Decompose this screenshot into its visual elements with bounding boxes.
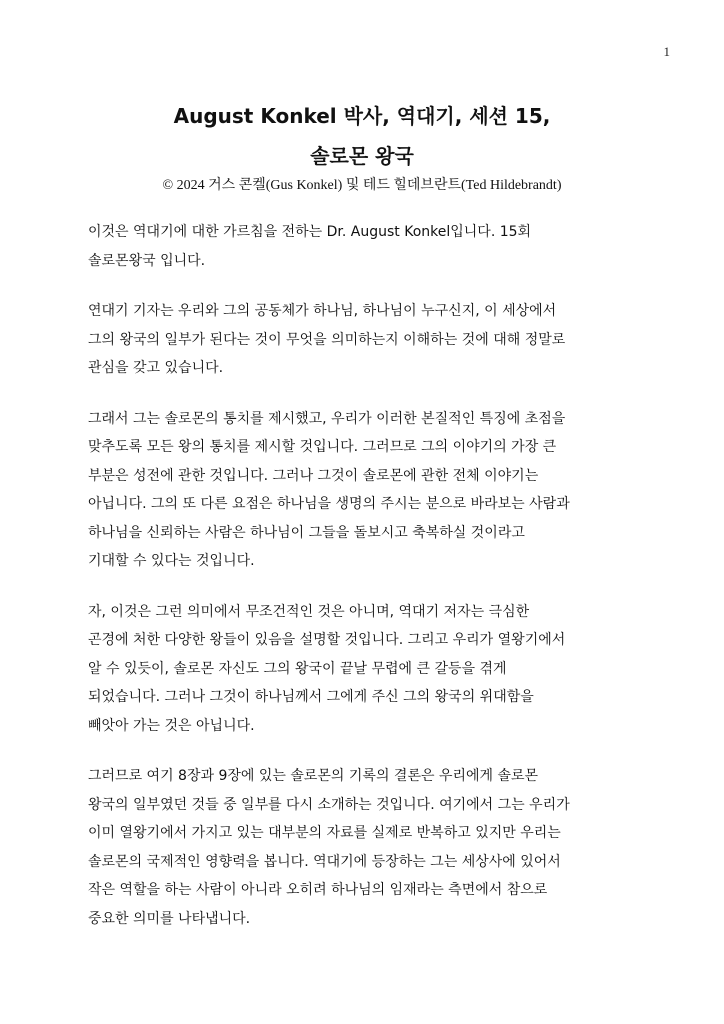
text-line: 알 수 있듯이, 솔로몬 자신도 그의 왕국이 끝날 무렵에 큰 갈등을 겪게 <box>88 660 507 677</box>
text-line: 이미 열왕기에서 가지고 있는 대부분의 자료를 실제로 반복하고 있지만 우리는 <box>88 825 561 841</box>
text-line: 그래서 그는 솔로몬의 통치를 제시했고, 우리가 이러한 본질적인 특징에 초점을 <box>88 410 566 427</box>
text-line: 연대기 기자는 우리와 그의 공동체가 하나님, 하나님이 누구신지, 이 세상에서 <box>88 303 557 319</box>
text-line: 이것은 역대기에 대한 가르침을 전하는 Dr. August Konkel입니다. 15회 <box>88 224 532 240</box>
text-line: 그의 왕국의 일부가 된다는 것이 무엇을 의미하는지 이해하는 것에 대해 정말로 <box>88 331 566 348</box>
page-number: 1 <box>663 44 670 59</box>
paragraph <box>88 598 648 741</box>
text-line: 맞추도록 모든 왕의 통치를 제시할 것입니다. 그러므로 그의 이야기의 가장 큰 <box>88 439 557 455</box>
document-title <box>0 96 724 176</box>
text-line: 관심을 갖고 있습니다. <box>88 360 224 376</box>
title-line-1: August Konkel 박사, 역대기, 세션 15, <box>173 104 551 128</box>
paragraph <box>88 762 648 933</box>
text-line: 곤경에 처한 다양한 왕들이 있음을 설명할 것입니다. 그리고 우리가 열왕기에서 <box>88 632 566 648</box>
text-line: 중요한 의미를 나타냅니다. <box>88 910 251 927</box>
paragraph <box>88 218 648 275</box>
text-line: 아닙니다. 그의 또 다른 요점은 하나님을 생명의 주시는 분으로 바라보는 사람과 <box>88 496 570 512</box>
text-line: 부분은 성전에 관한 것입니다. 그러나 그것이 솔로몬에 관한 전체 이야기는 <box>88 467 539 484</box>
text-line: 솔로몬의 국제적인 영향력을 봅니다. 역대기에 등장하는 그는 세상사에 있어서 <box>88 853 561 870</box>
text-line: 그러므로 여기 8장과 9장에 있는 솔로몬의 기록의 결론은 우리에게 솔로몬 <box>88 768 539 784</box>
paragraph <box>88 297 648 383</box>
title-line-2: 솔로몬 왕국 <box>310 144 414 168</box>
text-line: 왕국의 일부였던 것들 중 일부를 다시 소개하는 것입니다. 여기에서 그는 우리가 <box>88 796 570 813</box>
text-line: 작은 역할을 하는 사람이 아니라 오히려 하나님의 임재라는 측면에서 참으로 <box>88 882 548 898</box>
document-body <box>88 218 648 955</box>
text-line: 기대할 수 있다는 것입니다. <box>88 553 255 569</box>
paragraph <box>88 405 648 576</box>
copyright-line: © 2024 거스 콘켈(Gus Konkel) 및 테드 힐데브란트(Ted Hildebrandt) <box>162 178 562 193</box>
text-line: 자, 이것은 그런 의미에서 무조건적인 것은 아니며, 역대기 저자는 극심한 <box>88 603 530 620</box>
text-line: 되었습니다. 그러나 그것이 하나님께서 그에게 주신 그의 왕국의 위대함을 <box>88 689 534 705</box>
text-line: 빼앗아 가는 것은 아닙니다. <box>88 717 255 734</box>
text-line: 하나님을 신뢰하는 사람은 하나님이 그들을 돌보시고 축복하실 것이라고 <box>88 524 525 541</box>
text-line: 솔로몬왕국 입니다. <box>88 252 206 269</box>
